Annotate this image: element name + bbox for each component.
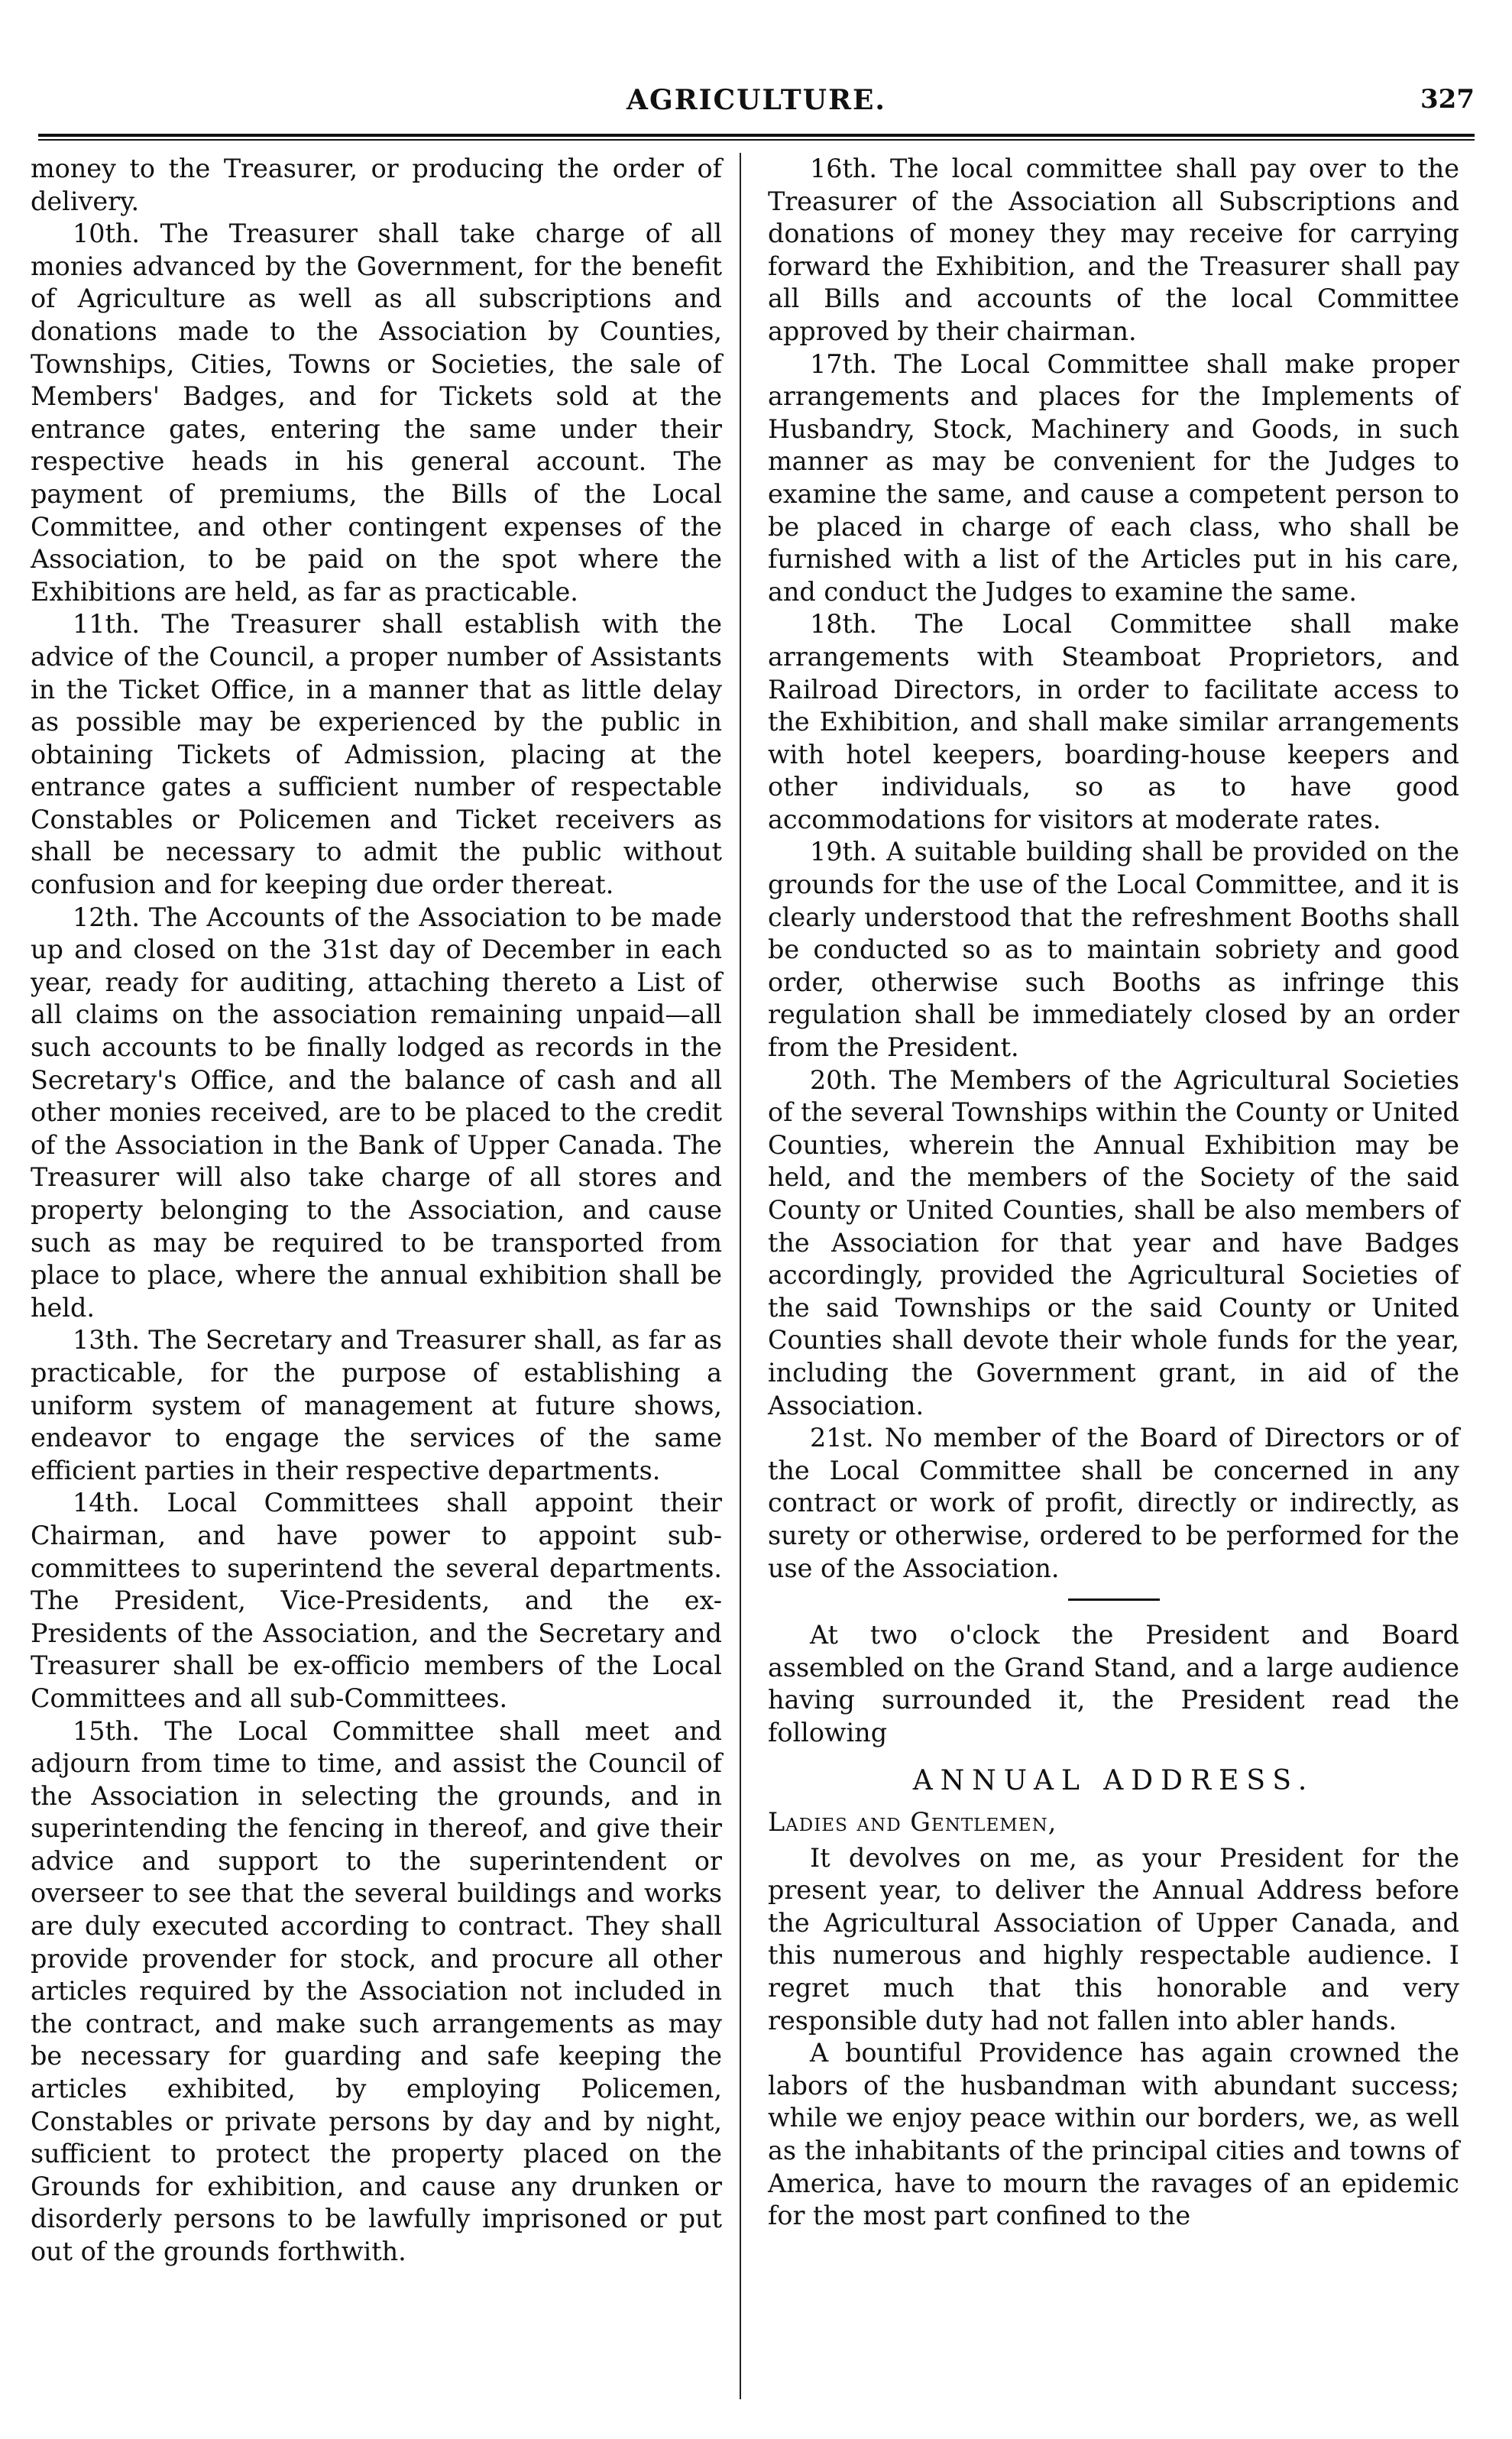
paragraph: money to the Treasurer, or producing the order of delivery. <box>31 154 722 216</box>
page-header <box>38 84 1475 130</box>
paragraph: 12th. The Accounts of the Association to be made up and closed on the 31st day of December in each year, ready for auditing, attaching thereto a List of all claims on the association remaining unpaid—all such accounts to be finally lodged as records in the Secretary's Office, and the balance of cash and all other monies received, are to be placed to the credit of the Association in the Bank of Upper Canada. The Treasurer will also take charge of all stores and property belonging to the Association, and cause such as may be required to be transported from place to place, where the annual exhibition shall be held. <box>31 902 722 1323</box>
paragraph: 20th. The Members of the Agricultural Societies of the several Townships within the County or United Counties, wherein the Annual Exhibition may be held, and the members of the Society of the said County or United Counties, shall be also members of the Association for that year and have Badges accordingly, provided the Agricultural Societies of the said Townships or the said County or United Counties shall devote their whole funds for the year, including the Government grant, in aid of the Association. <box>768 1064 1459 1420</box>
salutation: Ladies and Gentlemen, <box>768 1807 1057 1838</box>
paragraph: A bountiful Providence has again crowned the labors of the husbandman with abundant success; while we enjoy peace within our borders, we, as well as the inhabitants of the principal cities and towns of America, have to mourn the ravages of an epidemic for the most part confined to the <box>768 2038 1459 2231</box>
paragraph: 15th. The Local Committee shall meet and adjourn from time to time, and assist the Council of the Association in selecting the grounds, and in superintending the fencing in thereof, and give their advice and support to the superintendent or overseer to see that the several buildings and works are duly executed according to contract. They shall provide provender for stock, and procure all other articles required by the Association not included in the contract, and make such arrangements as may be necessary for guarding and safe keeping the articles exhibited, by employing Policemen, Constables or private persons by day and by night, sufficient to protect the property placed on the Grounds for exhibition, and cause any drunken or disorderly persons to be lawfully imprisoned or put out of the grounds forthwith. <box>31 1715 722 2266</box>
section-heading: ANNUAL ADDRESS. <box>912 1764 1315 1796</box>
paragraph: 19th. A suitable building shall be provided on the grounds for the use of the Local Committee, and it is clearly understood that the refreshment Booths shall be conducted so as to maintain sobriety and good order, otherwise such Booths as infringe this regulation shall be immediately closed by an order from the President. <box>768 837 1459 1063</box>
right-column <box>768 153 1459 2407</box>
left-column <box>31 153 722 2407</box>
paragraph: At two o'clock the President and Board assembled on the Grand Stand, and a large audience having surrounded it, the President read the following <box>768 1620 1459 1747</box>
column-divider <box>740 153 741 2399</box>
paragraph: 11th. The Treasurer shall establish with the advice of the Council, a proper number of Assistants in the Ticket Office, in a manner that as little delay as possible may be experienced by the public in obtaining Tickets of Admission, placing at the entrance gates a sufficient number of respectable Constables or Policemen and Ticket receivers as shall be necessary to admit the public without confusion and for keeping due order thereat. <box>31 609 722 900</box>
paragraph: 17th. The Local Committee shall make proper arrangements and places for the Implements of Husbandry, Stock, Machinery and Goods, in such manner as may be convenient for the Judges to examine the same, and cause a competent person to be placed in charge of each class, who shall be furnished with a list of the Articles put in his care, and conduct the Judges to examine the same. <box>768 348 1459 607</box>
running-title: AGRICULTURE. <box>626 84 886 116</box>
header-rule-thin <box>38 139 1475 141</box>
paragraph: It devolves on me, as your President for the present year, to deliver the Annual Address before the Agricultural Association of Upper Canada, and this numerous and highly respectable audience. I regret much that this honorable and very responsible duty had not fallen into abler hands. <box>768 1842 1459 2036</box>
paragraph: 14th. Local Committees shall appoint their Chairman, and have power to appoint sub-committees to superintend the several departments. The President, Vice-Presidents, and the ex-Presidents of the Association, and the Secretary and Treasurer shall be ex-officio members of the Local Committees and all sub-Committees. <box>31 1488 722 1713</box>
paragraph: 21st. No member of the Board of Directors or of the Local Committee shall be concerned in any contract or work of profit, directly or indirectly, as surety or otherwise, ordered to be performed for the use of the Association. <box>768 1423 1459 1583</box>
header-rule <box>38 134 1475 137</box>
section-rule <box>1068 1598 1160 1601</box>
paragraph: 16th. The local committee shall pay over to the Treasurer of the Association all Subscriptions and donations of money they may receive for carrying forward the Exhibition, and the Treasurer shall pay all Bills and accounts of the local Committee approved by their chairman. <box>768 154 1459 346</box>
paragraph: 10th. The Treasurer shall take charge of all monies advanced by the Government, for the benefit of Agriculture as well as all subscriptions and donations made to the Association by Counties, Townships, Cities, Towns or Societies, the sale of Members' Badges, and for Tickets sold at the entrance gates, entering the same under their respective heads in his general account. The payment of premiums, the Bills of the Local Committee, and other contingent expenses of the Association, to be paid on the spot where the Exhibitions are held, as far as practicable. <box>31 219 722 607</box>
page-number: 327 <box>1420 84 1475 115</box>
paragraph: 13th. The Secretary and Treasurer shall, as far as practicable, for the purpose of establishing a uniform system of management at future shows, endeavor to engage the services of the same efficient parties in their respective departments. <box>31 1325 722 1485</box>
paragraph: 18th. The Local Committee shall make arrangements with Steamboat Proprietors, and Railroad Directors, in order to facilitate access to the Exhibition, and shall make similar arrangements with hotel keepers, boarding-house keepers and other individuals, so as to have good accommodations for visitors at moderate rates. <box>768 609 1459 834</box>
